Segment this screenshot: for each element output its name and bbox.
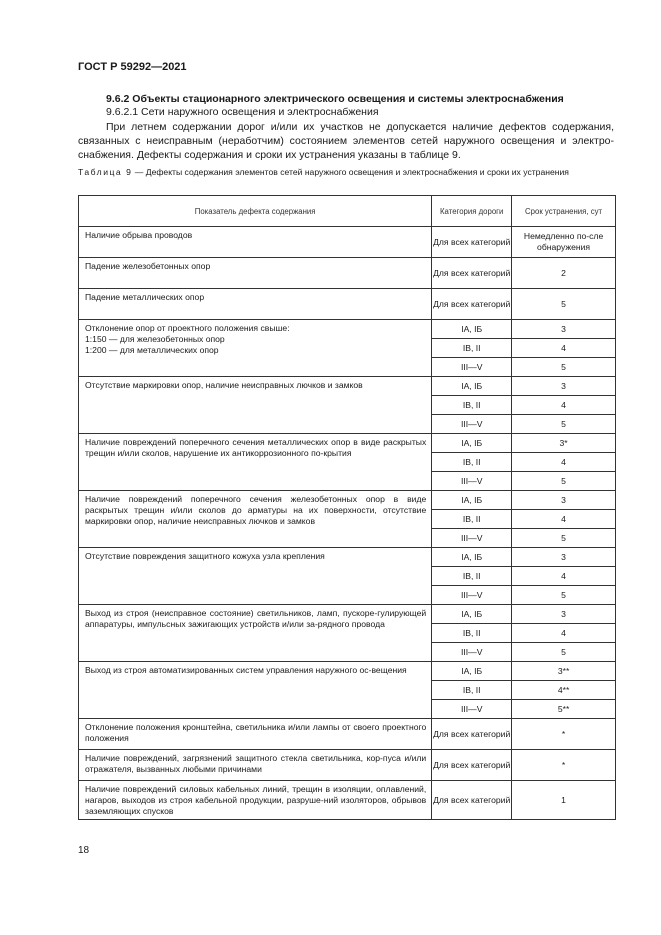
defect-text-line: Отсутствие маркировки опор, наличие неисправных лючков и замков (85, 380, 363, 390)
road-category-cell: Для всех категорий (432, 289, 512, 320)
road-category-cell: IВ, II (432, 396, 512, 415)
road-category-cell: IА, IБ (432, 491, 512, 510)
elimination-term-cell: 3* (512, 434, 616, 453)
road-category-cell: IА, IБ (432, 377, 512, 396)
road-category-cell: IВ, II (432, 567, 512, 586)
table-row (79, 258, 616, 289)
road-category-cell: III—V (432, 415, 512, 434)
elimination-term-cell: 5 (512, 529, 616, 548)
elimination-term-cell: 3 (512, 377, 616, 396)
table-caption (78, 166, 614, 178)
elimination-term-cell: 5 (512, 472, 616, 491)
section-title: 9.6.2 Объекты стационарного электрического освещения и системы электроснабжения (106, 93, 564, 105)
road-category-cell: III—V (432, 529, 512, 548)
elimination-term-cell: 3 (512, 548, 616, 567)
defect-text-line: 1:200 — для металлических опор (85, 345, 219, 355)
defect-text-line: Наличие повреждений поперечного сечения металлических опор в виде раскрытых трещин и/или сколов, нарушение их антикоррозионного по-крытия (85, 437, 427, 458)
road-category-cell: IВ, II (432, 681, 512, 700)
defect-description (79, 781, 432, 820)
table-row (79, 781, 616, 820)
elimination-term-cell: 4 (512, 510, 616, 529)
road-category-cell: IВ, II (432, 510, 512, 529)
defect-description (79, 719, 432, 750)
table-row (79, 434, 616, 453)
defect-description (79, 320, 432, 377)
defect-text-line: Падение железобетонных опор (85, 261, 211, 271)
elimination-term-cell: 5 (512, 415, 616, 434)
table-row (79, 227, 616, 258)
defect-text-line: Отклонение положения кронштейна, светильника и/или лампы от своего проектного положения (85, 722, 427, 743)
defect-description (79, 491, 432, 548)
elimination-term-cell: 4 (512, 453, 616, 472)
defect-text-line: Отсутствие повреждения защитного кожуха узла крепления (85, 551, 325, 561)
road-category-cell: Для всех категорий (432, 750, 512, 781)
table-header-row (79, 196, 616, 227)
elimination-term-cell: 1 (512, 781, 616, 820)
table-row (79, 605, 616, 624)
defect-description (79, 750, 432, 781)
elimination-term-cell: 4** (512, 681, 616, 700)
elimination-term-cell: 3 (512, 320, 616, 339)
defect-text-line: Выход из строя автоматизированных систем управления наружного ос-вещения (85, 665, 407, 675)
defect-text-line: Наличие повреждений поперечного сечения железобетонных опор в виде раскрытых трещин и/или сколов до арматуры на их поверхности, отсутствие маркировки опор, наличие неисправных лючков и замков (85, 494, 427, 526)
defect-text-line: Падение металлических опор (85, 292, 205, 302)
table-row (79, 662, 616, 681)
elimination-term-cell: 3** (512, 662, 616, 681)
road-category-cell: IА, IБ (432, 605, 512, 624)
defect-description (79, 258, 432, 289)
elimination-term-cell: 4 (512, 396, 616, 415)
table-row (79, 320, 616, 339)
table-row (79, 491, 616, 510)
table-body (79, 227, 616, 820)
road-category-cell: Для всех категорий (432, 781, 512, 820)
elimination-term-cell: * (512, 750, 616, 781)
defect-text-line: Выход из строя (неисправное состояние) светильников, ламп, пускоре-гулирующей аппаратуры, импульсных зажигающих устройств и/или за-рядного провода (85, 608, 427, 629)
defect-description (79, 434, 432, 491)
column-header-term: Срок устранения, сут (512, 196, 616, 227)
elimination-term-cell: 5 (512, 586, 616, 605)
defect-text-line: 1:150 — для железобетонных опор (85, 334, 225, 344)
elimination-term-cell: 3 (512, 605, 616, 624)
elimination-term-cell: 5 (512, 358, 616, 377)
elimination-term-cell: 2 (512, 258, 616, 289)
defect-description (79, 605, 432, 662)
table-row (79, 750, 616, 781)
elimination-term-cell: 4 (512, 624, 616, 643)
table-row (79, 719, 616, 750)
subsection-title: 9.6.2.1 Сети наружного освещения и электроснабжения (106, 106, 379, 118)
table-caption-label: Таблица 9 (78, 167, 133, 177)
column-header-category: Категория дороги (432, 196, 512, 227)
road-category-cell: Для всех категорий (432, 227, 512, 258)
elimination-term-cell: * (512, 719, 616, 750)
table-row (79, 289, 616, 320)
road-category-cell: Для всех категорий (432, 719, 512, 750)
road-category-cell: III—V (432, 358, 512, 377)
defects-table (78, 195, 616, 820)
table-caption-text: — Дефекты содержания элементов сетей наружного освещения и электроснабжения и сроки их устранения (132, 167, 569, 177)
road-category-cell: IВ, II (432, 339, 512, 358)
elimination-term-cell: Немедленно по-сле обнаружения (512, 227, 616, 258)
elimination-term-cell: 3 (512, 491, 616, 510)
road-category-cell: IА, IБ (432, 320, 512, 339)
elimination-term-cell: 5 (512, 289, 616, 320)
table-row (79, 548, 616, 567)
defect-description (79, 377, 432, 434)
document-header: ГОСТ Р 59292—2021 (78, 61, 187, 73)
body-paragraph: При летнем содержании дорог и/или их участков не допускается наличие дефектов содержания, связанных с неисправным (неработчим) состоянием элементов сетей наружного освещения и электро-снабжения. Дефекты содержания и сроки их устранения указаны в таблице 9. (78, 121, 614, 161)
elimination-term-cell: 4 (512, 567, 616, 586)
defect-description (79, 662, 432, 719)
defect-description (79, 289, 432, 320)
defect-text-line: Наличие обрыва проводов (85, 230, 193, 240)
column-header-defect: Показатель дефекта содержания (79, 196, 432, 227)
road-category-cell: III—V (432, 472, 512, 491)
road-category-cell: IА, IБ (432, 662, 512, 681)
defect-text-line: Наличие повреждений силовых кабельных линий, трещин в изоляции, оплавлений, нагаров, выходов из строя кабельной продукции, разруше-ний изоляторов, обрывов заземляющих спусков (85, 784, 427, 816)
road-category-cell: IВ, II (432, 453, 512, 472)
defect-description (79, 548, 432, 605)
defect-text-line: Отклонение опор от проектного положения свыше: (85, 323, 290, 333)
road-category-cell: IА, IБ (432, 548, 512, 567)
defect-description (79, 227, 432, 258)
elimination-term-cell: 5 (512, 643, 616, 662)
page-number: 18 (78, 845, 90, 856)
road-category-cell: Для всех категорий (432, 258, 512, 289)
road-category-cell: IВ, II (432, 624, 512, 643)
road-category-cell: IА, IБ (432, 434, 512, 453)
road-category-cell: III—V (432, 643, 512, 662)
road-category-cell: III—V (432, 700, 512, 719)
road-category-cell: III—V (432, 586, 512, 605)
defect-text-line: Наличие повреждений, загрязнений защитного стекла светильника, кор-пуса и/или отражателя, вызванных любыми причинами (85, 753, 427, 774)
table-row (79, 377, 616, 396)
elimination-term-cell: 4 (512, 339, 616, 358)
elimination-term-cell: 5** (512, 700, 616, 719)
